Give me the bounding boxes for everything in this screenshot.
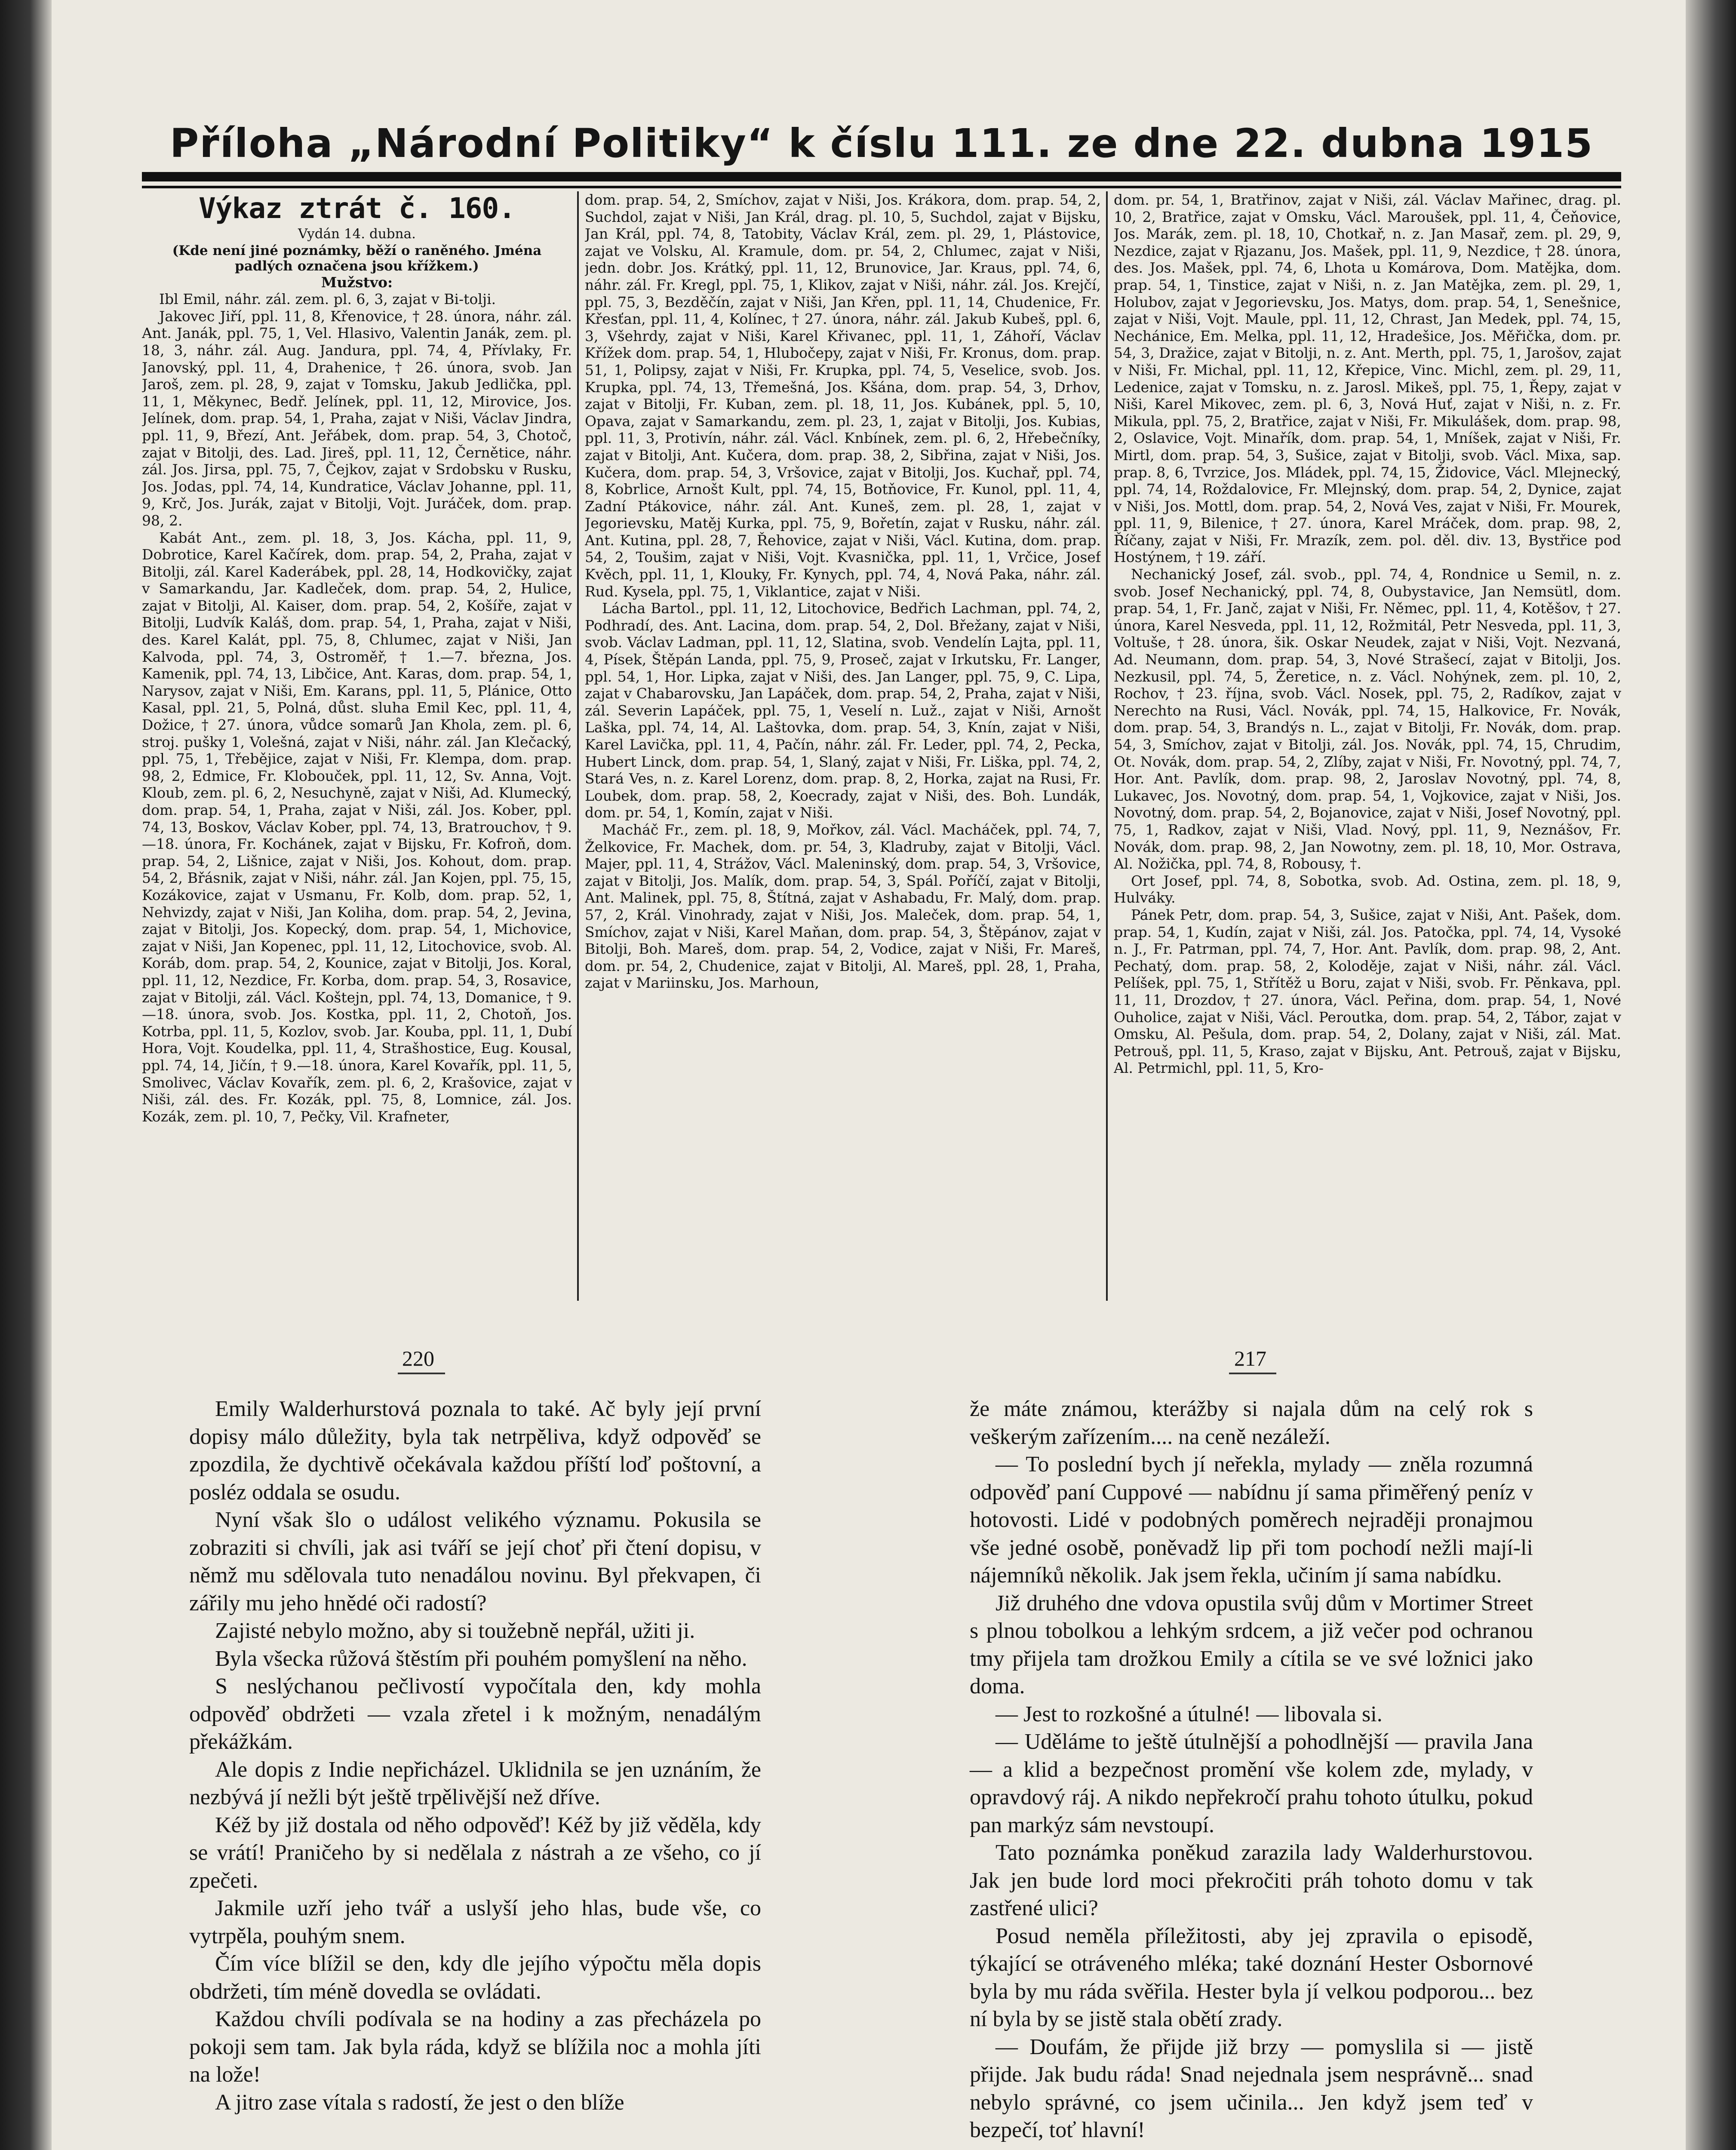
losses-column-1 [142, 191, 572, 1301]
losses-title: Výkaz ztrát č. 160. [199, 192, 515, 225]
losses-paragraph: Jakovec Jiří, ppl. 11, 8, Křenovice, † 28. února, náhr. zál. Ant. Janák, ppl. 75, 1, Vel. Hlasivo, Valentin Janák, zem. pl. 18, 3, náhr. zál. Aug. Jandura, ppl. 74, 4, Přívlaky, Fr. Janovský, ppl. 11, 4, Drahenice, † 26. února, svob. Jan Jaroš, zem. pl. 28, 9, zajat v Tomsku, Jakub Jedlička, ppl. 11, 1, Měkynec, Bedř. Jelínek, ppl. 11, 12, Mirovice, Jos. Jelínek, dom. prap. 54, 1, Praha, zajat v Niši, Václav Jindra, ppl. 11, 9, Březí, Ant. Jeřábek, dom. prap. 54, 3, Chotoč, zajat v Bitolji, des. Lad. Jireš, ppl. 11, 12, Černětice, náhr. zál. Jos. Jirsa, ppl. 75, 7, Čejkov, zajat v Srdobsku v Rusku, Jos. Jodas, ppl. 74, 14, Kundratice, Václav Johanne, ppl. 11, 9, Krč, Jos. Jurák, zajat v Bitolji, Vojt. Juráček, dom. prap. 98, 2. [142, 307, 572, 529]
story-paragraph: Ale dopis z Indie nepřicházel. Uklidnila se jen uznáním, že nezbývá jí nežli být ještě trpělivější než dříve. [189, 1757, 761, 1809]
column-divider [1106, 191, 1108, 1301]
losses-column-3 [1114, 191, 1621, 1301]
losses-paragraph: Ort Josef, ppl. 74, 8, Sobotka, svob. Ad. Ostina, zem. pl. 18, 9, Hulváky. [1114, 872, 1621, 906]
story-paragraph: Čím více blížil se den, kdy dle jejího výpočtu měla dopis obdržeti, tím méně dovedla se ovládati. [189, 1951, 761, 2004]
losses-section-head: Mužstvo: [321, 273, 393, 291]
losses-paragraph: Macháč Fr., zem. pl. 18, 9, Mořkov, zál. Václ. Macháček, ppl. 74, 7, Želkovice, Fr. Machek, dom. pr. 54, 3, Kladruby, zajat v Bitolji, Václ. Majer, ppl. 11, 4, Strážov, Václ. Maleninský, dom. prap. 54, 3, Vršovice, zajat v Bitolji, Jos. Malík, dom. prap. 54, 3, Spál. Poříčí, zajat v Bitolji, Ant. Malinek, ppl. 75, 8, Štítná, zajat v Ashabadu, Fr. Malý, dom. prap. 57, 2, Král. Vinohrady, zajat v Niši, Jos. Maleček, dom. prap. 54, 1, Smíchov, zajat v Niši, Karel Maňan, dom. prap. 54, 3, Štěpánov, zajat v Bitolji, Boh. Mareš, dom. prap. 54, 2, Vodice, zajat v Niši, Fr. Mareš, dom. pr. 54, 2, Chudenice, zajat v Bitolji, Al. Mareš, ppl. 28, 1, Praha, zajat v Mariinsku, Jos. Marhoun, [585, 821, 1101, 992]
losses-paragraph: dom. prap. 54, 2, Smíchov, zajat v Niši, Jos. Krákora, dom. prap. 54, 2, Suchdol, zajat v Niši, Jan Král, drag. pl. 10, 5, Suchdol, zajat v Bijsku, Jan Král, ppl. 74, 8, Tatobity, Václav Král, zem. pl. 29, 1, Plástovice, zajat ve Volsku, Al. Kramule, dom. pr. 54, 2, Chlumec, zajat v Niši, jedn. dobr. Jos. Krátký, ppl. 11, 12, Brunovice, Jar. Kraus, ppl. 74, 6, náhr. zál. Fr. Kregl, ppl. 75, 1, Klikov, zajat v Niši, náhr. zál. Jos. Krejčí, ppl. 75, 3, Bezděčín, zajat v Niši, Jan Křen, ppl. 11, 14, Chudenice, Fr. Křesťan, ppl. 11, 4, Kolínec, † 27. února, náhr. zál. Jakub Kubeš, ppl. 6, 3, Všehrdy, zajat v Niši, Karel Křivanec, ppl. 11, 1, Záhoří, Václav Křížek dom. prap. 54, 1, Hlubočepy, zajat v Niši, Fr. Kronus, dom. prap. 51, 1, Polipsy, zajat v Niši, Fr. Krupka, ppl. 74, 5, Veselice, svob. Jos. Krupka, ppl. 74, 13, Třemešná, Jos. Kšána, dom. prap. 54, 3, Drhov, zajat v Bitolji, Fr. Kuban, zem. pl. 18, 11, Jos. Kubánek, ppl. 5, 10, Opava, zajat v Samarkandu, zem. pl. 23, 1, zajat v Bitolji, Jos. Kubias, ppl. 11, 3, Protivín, náhr. zál. Václ. Knbínek, zem. pl. 6, 2, Hřebečníky, zajat v Bitolji, Ant. Kučera, dom. prap. 38, 2, Sibřina, zajat v Niši, Jos. Kučera, dom. prap. 54, 3, Vršovice, zajat v Bitolji, Jos. Kuchař, ppl. 74, 8, Kobrlice, Arnošt Kult, ppl. 74, 15, Botňovice, Fr. Kunol, ppl. 11, 4, Zadní Ptákovice, náhr. zál. Ant. Kuneš, zem. pl. 28, 1, zajat v Jegorievsku, Matěj Kurka, ppl. 75, 9, Bořetín, zajat v Rusku, náhr. zál. Ant. Kutina, ppl. 28, 7, Řehovice, zajat v Niši, Václ. Kutina, dom. prap. 54, 2, Toušim, zajat v Niši, Vojt. Kvasnička, ppl. 11, 1, Vrčice, Josef Kvěch, ppl. 11, 1, Klouky, Fr. Kynych, ppl. 74, 4, Nová Paka, náhr. zál. Rud. Kysela, ppl. 75, 1, Viklantice, zajat v Niši. [585, 191, 1101, 600]
page-number-underline [1229, 1373, 1276, 1374]
losses-note: (Kde není jiné poznámky, běží o raněného. Jména padlých označena jsou křížkem.) [172, 243, 542, 274]
story-paragraph: Zajisté nebylo možno, aby si toužebně nepřál, užiti ji. [215, 1619, 695, 1643]
losses-paragraph: Lácha Bartol., ppl. 11, 12, Litochovice, Bedřich Lachman, ppl. 74, 2, Podhradí, des. Ant. Lacina, dom. prap. 54, 2, Dol. Břežany, zajat v Niši, svob. Václav Ladman, ppl. 11, 12, Slatina, svob. Vendelín Lajta, ppl. 11, 4, Písek, Štěpán Landa, ppl. 75, 9, Proseč, zajat v Irkutsku, Fr. Langer, ppl. 54, 1, Hor. Lipka, zajat v Niši, des. Jan Langer, ppl. 75, 9, C. Lipa, zajat v Chabarovsku, Jan Lapáček, dom. prap. 54, 2, Praha, zajat v Niši, zál. Severin Lapáček, ppl. 75, 1, Veselí n. Luž., zajat v Niši, Arnošt Laška, ppl. 74, 14, Al. Laštovka, dom. prap. 54, 3, Knín, zajat v Niši, Karel Lavička, ppl. 11, 4, Pačín, náhr. zál. Fr. Leder, ppl. 74, 2, Pecka, Hubert Linck, dom. prap. 54, 1, Slaný, zajat v Niši, Fr. Liška, ppl. 74, 2, Stará Ves, n. z. Karel Lorenz, dom. prap. 8, 2, Horka, zajat na Rusi, Fr. Loubek, dom. prap. 58, 2, Koecrady, zajat v Niši, des. Boh. Lundák, dom. pr. 54, 1, Komín, zajat v Niši. [585, 600, 1101, 821]
story-paragraph: Tato poznámka poněkud zarazila lady Walderhurstovou. Jak jen bude lord moci překročiti práh tohoto domu v tak zastřené ulici? [970, 1840, 1533, 1920]
story-paragraph: Již druhého dne vdova opustila svůj dům v Mortimer Street s plnou tobolkou a lehkým srdcem, a již večer pod ochranou tmy přijela tam drožkou Emily a cítila se ve své ložnici jako doma. [970, 1591, 1533, 1698]
losses-paragraph: Ibl Emil, náhr. zál. zem. pl. 6, 3, zajat v Bi-tolji. [159, 291, 496, 308]
story-paragraph: — Doufám, že přijde již brzy — pomyslila si — jistě přijde. Jak budu ráda! Snad nejednala jsem nesprávně... snad nebylo správné, co jsem učinila... Jen když jsem teď v bezpečí, toť hlavní! [970, 2034, 1533, 2142]
story-left-column [189, 1395, 761, 2116]
header-rule-thin [142, 186, 1621, 188]
story-paragraph: Byla všecka růžová štěstím při pouhém pomyšlení na něho. [215, 1646, 747, 1671]
column-divider [577, 191, 579, 1301]
story-paragraph: — Jest to rozkošné a útulné! — libovala si. [996, 1702, 1383, 1726]
story-right-column [970, 1395, 1533, 2144]
losses-issued: Vydán 14. dubna. [298, 226, 416, 242]
story-paragraph: Jakmile uzří jeho tvář a uslyší jeho hlas, bude vše, co vytrpěla, pouhým snem. [189, 1896, 761, 1948]
story-paragraph: Nyní však šlo o událost velikého významu. Pokusila se zobraziti si chvíli, jak asi tváří se její choť při čtení dopisu, v němž mu sdělovala tuto nenadálou novinu. Byl překvapen, či zářily mu jeho hnědé oči radostí? [189, 1508, 761, 1616]
story-paragraph: Každou chvíli podívala se na hodiny a zas přecházela po pokoji sem tam. Jak byla ráda, když se blížila noc a mohla jíti na lože! [189, 2007, 761, 2087]
page-header: Příloha „Národní Politiky“ k číslu 111. ze dne 22. dubna 1915 [169, 120, 1594, 166]
story-paragraph: A jitro zase vítala s radostí, že jest o den blíže [215, 2090, 624, 2115]
story-paragraph: S neslýchanou pečlivostí vypočítala den, kdy mohla odpověď obdržeti — vzala zřetel i k možným, nenadálým překážkám. [189, 1674, 761, 1754]
losses-paragraph: Kabát Ant., zem. pl. 18, 3, Jos. Kácha, ppl. 11, 9, Dobrotice, Karel Kačírek, dom. prap. 54, 2, Praha, zajat v Bitolji, zál. Karel Kaderábek, ppl. 28, 14, Hodkovičky, zajat v Samarkandu, Jar. Kadleček, dom. prap. 54, 2, Hulice, zajat v Bitolji, Al. Kaiser, dom. prap. 54, 2, Košíře, zajat v Bitolji, Ludvík Kaláš, dom. prap. 54, 1, Praha, zajat v Niši, des. Karel Kalát, ppl. 75, 8, Chlumec, zajat v Niši, Jan Kalvoda, ppl. 74, 3, Ostroměř, † 1.—7. března, Jos. Kamenik, ppl. 74, 13, Libčice, Ant. Karas, dom. prap. 54, 1, Narysov, zajat v Niši, Em. Karans, ppl. 11, 5, Plánice, Otto Kasal, ppl. 21, 5, Polná, důst. sluha Emil Kec, ppl. 11, 4, Dožice, † 27. února, vůdce somarů Jan Khola, zem. pl. 6, stroj. pušky 1, Volešná, zajat v Niši, náhr. zál. Jan Klečacký, ppl. 75, 1, Třebějice, zajat v Niši, Fr. Klempa, dom. prap. 98, 2, Edmice, Fr. Klobouček, ppl. 11, 12, Sv. Anna, Vojt. Kloub, zem. pl. 6, 2, Nesuchyně, zajat v Niši, Ad. Klumecký, dom. prap. 54, 1, Praha, zajat v Niši, zál. Jos. Kober, ppl. 74, 13, Boskov, Václav Kober, ppl. 74, 13, Bratrouchov, † 9.—18. února, Fr. Kochánek, zajat v Bijsku, Fr. Kofroň, dom. prap. 54, 2, Lišnice, zajat v Niši, Jos. Kohout, dom. prap. 54, 2, Břásnik, zajat v Niši, náhr. zál. Jan Kojen, ppl. 75, 15, Kozákovice, zajat v Usmanu, Fr. Kolb, dom. prap. 52, 1, Nehvizdy, zajat v Niši, Jan Koliha, dom. prap. 54, 2, Jevina, zajat v Bitolji, Jos. Kopecký, dom. prap. 54, 1, Michovice, zajat v Niši, Jan Kopenec, ppl. 11, 12, Litochovice, svob. Al. Koráb, dom. prap. 54, 2, Kounice, zajat v Bitolji, Jos. Koral, ppl. 11, 12, Nezdice, Fr. Korba, dom. prap. 54, 3, Rosavice, zajat v Bitolji, zál. Václ. Koštejn, ppl. 74, 13, Domanice, † 9.—18. února, svob. Jos. Kostka, ppl. 11, 2, Chotoň, Jos. Kotrba, ppl. 11, 5, Kozlov, svob. Jar. Kouba, ppl. 11, 1, Dubí Hora, Vojt. Koudelka, ppl. 11, 4, Strašhostice, Eug. Kousal, ppl. 74, 14, Jičín, † 9.—18. února, Karel Kovařík, ppl. 11, 5, Smolivec, Václav Kovařík, zem. pl. 6, 2, Krašovice, zajat v Niši, zál. des. Fr. Kozák, ppl. 75, 8, Lomnice, zál. Jos. Kozák, zem. pl. 10, 7, Pečky, Vil. Krafneter, [142, 529, 572, 1125]
story-paragraph: — To poslední bych jí neřekla, mylady — zněla rozumná odpověď paní Cuppové — nabídnu jí sama přiměřený peníz v hotovosti. Lidé v podobných poměrech nejraději pronajmou vše jedné osobě, poněvadž lip při tom pochodí nežli mají-li nájemníků několik. Jak jsem řekla, učiním jí sama nabídku. [970, 1452, 1533, 1588]
losses-column-2 [585, 191, 1101, 1301]
story-paragraph: Kéž by již dostala od něho odpověď! Kéž by již věděla, kdy se vrátí! Praničeho by si nedělala z nástrah a ze všeho, co jí zpečeti. [189, 1812, 761, 1893]
header-rule [142, 172, 1621, 181]
losses-columns [142, 191, 1621, 1309]
losses-paragraph: dom. pr. 54, 1, Bratřinov, zajat v Niši, zál. Václav Mařinec, drag. pl. 10, 2, Bratřice, zajat v Omsku, Václ. Maroušek, ppl. 11, 4, Čeňovice, Jos. Marák, zem. pl. 18, 10, Chotkař, n. z. Jan Masař, zem. pl. 29, 9, Nezdice, zajat v Rjazanu, Jos. Mašek, ppl. 11, 9, Nezdice, † 28. února, des. Jos. Mašek, ppl. 74, 6, Lhota u Komárova, Dom. Matějka, dom. prap. 54, 1, Tinstice, zajat v Niši, n. z. Jan Matějka, zem. pl. 29, 1, Holubov, zajat v Jegorievsku, Jos. Matys, dom. prap. 54, 1, Senešnice, zajat v Niši, Vojt. Maule, ppl. 11, 12, Chrast, Jan Medek, ppl. 74, 15, Nechánice, Em. Melka, ppl. 11, 12, Hradešice, Jos. Měřička, dom. pr. 54, 3, Dražice, zajat v Bitolji, n. z. Ant. Merth, ppl. 75, 1, Jarošov, zajat v Niši, Fr. Michal, ppl. 11, 12, Křepice, Vinc. Michl, zem. pl. 29, 11, Ledenice, zajat v Tomsku, n. z. Jarosl. Mikeš, ppl. 75, 1, Řepy, zajat v Niši, Karel Mikovec, zem. pl. 6, 3, Nová Huť, zajat v Niši, n. z. Fr. Mikula, ppl. 75, 2, Bratřice, zajat v Niši, Fr. Mikulášek, dom. prap. 98, 2, Oslavice, Vojt. Minařík, dom. prap. 54, 1, Mníšek, zajat v Niši, Fr. Mirtl, dom. prap. 54, 3, Sušice, zajat v Bitolji, svob. Václ. Mixa, sap. prap. 8, 6, Tvrzice, Jos. Mládek, ppl. 74, 15, Židovice, Václ. Mlejnecký, ppl. 74, 14, Roždalovice, Fr. Mlejnský, dom. prap. 54, 2, Dynice, zajat v Niši, Jos. Mottl, dom. prap. 54, 2, Nová Ves, zajat v Niši, Fr. Mourek, ppl. 11, 9, Bilenice, † 27. února, Karel Mráček, dom. prap. 98, 2, Říčany, zajat v Niši, Fr. Mrazík, zem. pol. děl. div. 13, Bystřice pod Hostýnem, † 19. září. [1114, 191, 1621, 566]
story-paragraph: že máte známou, kterážby si najala dům na celý rok s veškerým zařízením.... na ceně nezáleží. [970, 1397, 1533, 1449]
page-number-underline [398, 1373, 445, 1374]
story-paragraph: — Uděláme to ještě útulnější a pohodlnější — pravila Jana — a klid a bezpečnost promění vše kolem zde, mylady, v opravdový ráj. A nikdo nepřekročí prahu tohoto útulku, pokud pan markýz sám nevstoupí. [970, 1729, 1533, 1837]
losses-paragraph: Pánek Petr, dom. prap. 54, 3, Sušice, zajat v Niši, Ant. Pašek, dom. prap. 54, 1, Kudín, zajat v Niši, zál. Jos. Patočka, ppl. 74, 14, Vysoké n. J., Fr. Patrman, ppl. 74, 7, Hor. Ant. Pavlík, dom. prap. 98, 2, Ant. Pechatý, dom. prap. 58, 2, Koloděje, zajat v Niši, náhr. zál. Václ. Pelíšek, ppl. 75, 1, Střítěž u Boru, zajat v Niši, svob. Fr. Pěnkava, ppl. 11, 11, Drozdov, † 27. února, Václ. Peřina, dom. prap. 54, 1, Nové Ouholice, zajat v Niši, Václ. Peroutka, dom. prap. 54, 2, Tábor, zajat v Omsku, Al. Pešula, dom. prap. 54, 2, Dolany, zajat v Niši, zál. Mat. Petrouš, ppl. 11, 5, Kraso, zajat v Bijsku, Ant. Petrouš, zajat v Bijsku, Al. Petrmichl, ppl. 11, 5, Kro- [1114, 906, 1621, 1077]
story-paragraph: Posud neměla příležitosti, aby jej zpravila o episodě, týkající se otráveného mléka; také doznání Hester Osbornové byla by mu ráda svěřila. Hester byla jí velkou podporou... bez ní byla by se jistě stala obětí zrady. [970, 1923, 1533, 2031]
page-number-right: 217 [1234, 1346, 1266, 1370]
page-number-left: 220 [402, 1346, 434, 1370]
story-paragraph: Emily Walderhurstová poznala to také. Ač byly její první dopisy málo důležity, byla tak netrpěliva, když odpověď se zpozdila, že dychtivě očekávala každou příští loď poštovní, a posléz oddala se osudu. [189, 1397, 761, 1505]
losses-paragraph: Nechanický Josef, zál. svob., ppl. 74, 4, Rondnice u Semil, n. z. svob. Josef Nechanický, ppl. 74, 8, Oubystavice, Jan Nemsütl, dom. prap. 54, 1, Fr. Janč, zajat v Niši, Fr. Němec, ppl. 11, 4, Kotěšov, † 27. února, Karel Nesveda, ppl. 11, 12, Rožmitál, Petr Nesveda, ppl. 11, 3, Voltuše, † 28. února, šik. Oskar Neudek, zajat v Niši, Vojt. Nezvaná, Ad. Neumann, dom. prap. 54, 3, Nové Strašecí, zajat v Bitolji, Jos. Nezkusil, ppl. 74, 5, Žeretice, n. z. Václ. Nohýnek, zem. pl. 10, 2, Rochov, † 23. října, svob. Václ. Nosek, ppl. 75, 2, Radíkov, zajat v Nerechto na Rusi, Václ. Novák, ppl. 74, 15, Halkovice, Fr. Novák, dom. prap. 54, 3, Brandýs n. L., zajat v Bitolji, Fr. Novák, dom. prap. 54, 3, Smíchov, zajat v Bitolji, zál. Jos. Novák, ppl. 74, 15, Chrudim, Ot. Novák, dom. prap. 54, 2, Zlíby, zajat v Niši, Fr. Novotný, ppl. 74, 7, Hor. Ant. Pavlík, dom. prap. 98, 2, Jaroslav Novotný, ppl. 74, 8, Lukavec, Jos. Novotný, dom. prap. 54, 1, Vojkovice, zajat v Niši, Jos. Novotný, dom. prap. 54, 2, Bojanovice, zajat v Niši, Josef Novotný, ppl. 75, 1, Radkov, zajat v Niši, Vlad. Nový, ppl. 11, 9, Neznášov, Fr. Novák, dom. prap. 98, 2, Jan Nowotny, zem. pl. 18, 10, Mor. Ostrava, Al. Nožička, ppl. 74, 8, Robousy, †. [1114, 566, 1621, 872]
